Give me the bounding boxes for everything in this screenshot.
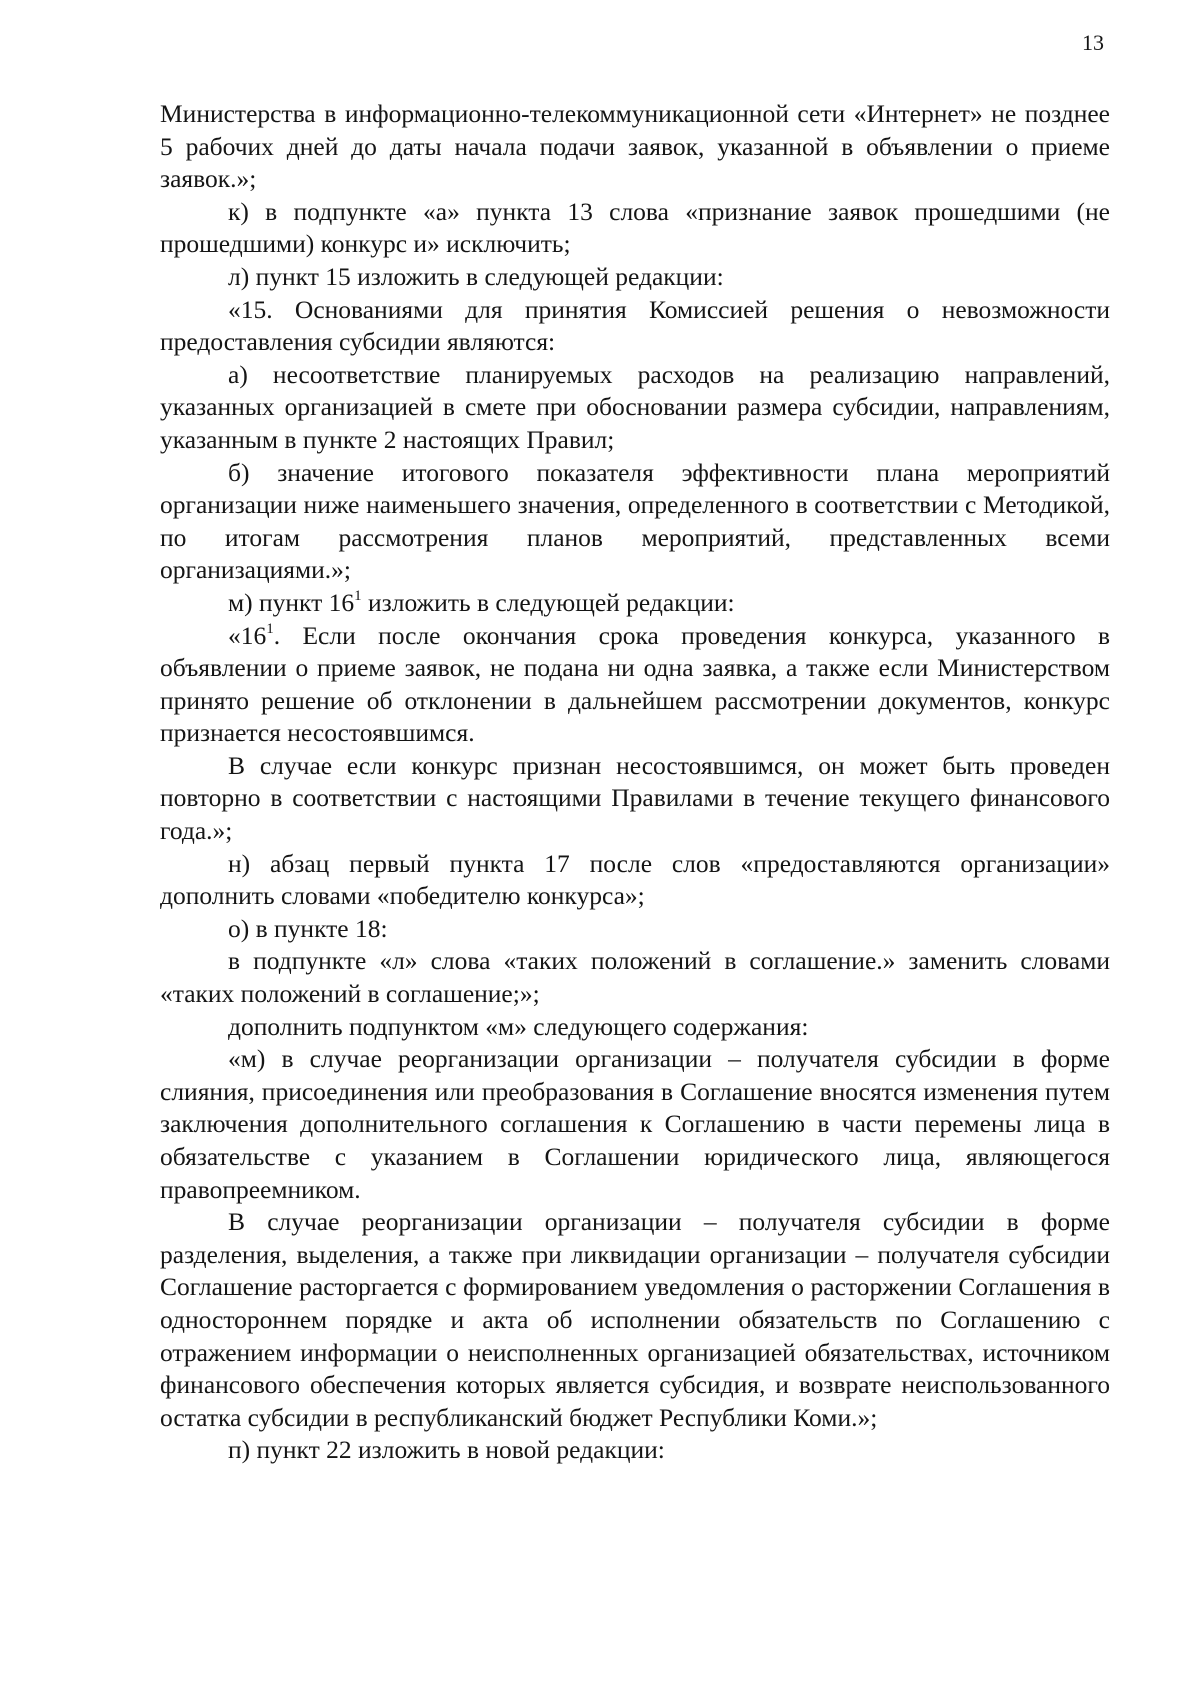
paragraph: б) значение итогового показателя эффективности плана мероприятий организации ниже наименьшего значения, определенного в соответствии с Методикой, по итогам рассмотрения планов мероприятий, представленных всеми организациями.»; bbox=[160, 457, 1110, 585]
paragraph: Министерства в информационно-телекоммуникационной сети «Интернет» не позднее 5 рабочих дней до даты начала подачи заявок, указанной в объявлении о приеме заявок.»; bbox=[160, 99, 1110, 194]
superscript: 1 bbox=[354, 587, 362, 604]
document-body bbox=[160, 98, 1110, 1467]
paragraph: н) абзац первый пункта 17 после слов «предоставляются организации» дополнить словами «победителю конкурса»; bbox=[160, 848, 1110, 911]
paragraph-text: изложить в следующей редакции: bbox=[361, 587, 735, 617]
paragraph-text: м) пункт 16 bbox=[228, 587, 355, 617]
paragraph: о) в пункте 18: bbox=[228, 913, 388, 943]
paragraph: В случае реорганизации организации – получателя субсидии в форме разделения, выделения, а также при ликвидации организации – получателя субсидии Соглашение расторгается с формированием уведомления о расторжении Соглашения в одностороннем порядке и акта об исполнении обязательств по Соглашению с отражением информации о неисполненных организацией обязательствах, источником финансового обеспечения которых является субсидия, и возврате неиспользованного остатка субсидии в республиканский бюджет Республики Коми.»; bbox=[160, 1207, 1110, 1432]
superscript: 1 bbox=[266, 620, 274, 637]
paragraph: к) в подпункте «а» пункта 13 слова «признание заявок прошедшими (не прошедшими) конкурс и» исключить; bbox=[160, 196, 1110, 259]
paragraph: в подпункте «л» слова «таких положений в соглашение.» заменить словами «таких положений в соглашение;»; bbox=[160, 946, 1110, 1009]
paragraph-text: «16 bbox=[228, 620, 267, 650]
paragraph bbox=[160, 620, 1110, 750]
paragraph: дополнить подпунктом «м» следующего содержания: bbox=[228, 1011, 809, 1041]
paragraph: а) несоответствие планируемых расходов на реализацию направлений, указанных организацией в смете при обосновании размера субсидии, направлениям, указанным в пункте 2 настоящих Правил; bbox=[160, 359, 1110, 454]
paragraph: «м) в случае реорганизации организации – получателя субсидии в форме слияния, присоединения или преобразования в Соглашение вносятся изменения путем заключения дополнительного соглашения к Соглашению в части перемены лица в обязательстве с указанием в Соглашении юридического лица, являющегося правопреемником. bbox=[160, 1044, 1110, 1204]
paragraph: В случае если конкурс признан несостоявшимся, он может быть проведен повторно в соответствии с настоящими Правилами в течение текущего финансового года.»; bbox=[160, 750, 1110, 846]
paragraph: л) пункт 15 изложить в следующей редакции: bbox=[228, 261, 724, 291]
paragraph-text: . Если после окончания срока проведения конкурса, указанного в объявлении о приеме заявок, не подана ни одна заявка, а также если Министерством принято решение об отклонении в дальнейшем рассмотрении документов, конкурс признается несостоявшимся. bbox=[160, 620, 1110, 748]
paragraph: «15. Основаниями для принятия Комиссией решения о невозможности предоставления субсидии являются: bbox=[160, 294, 1110, 357]
paragraph: п) пункт 22 изложить в новой редакции: bbox=[228, 1435, 665, 1465]
page-number: 13 bbox=[1082, 30, 1104, 55]
paragraph bbox=[160, 587, 1110, 620]
